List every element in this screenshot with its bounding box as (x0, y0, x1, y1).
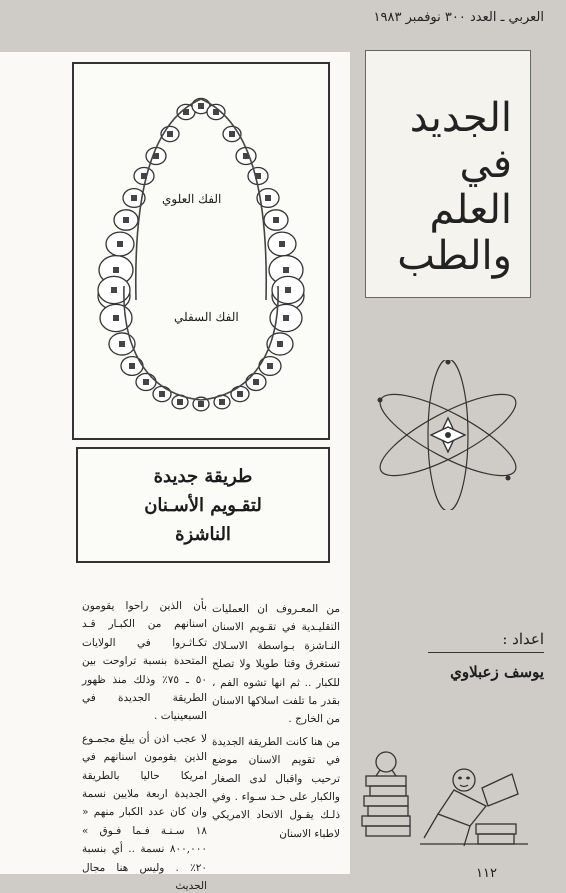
brace-bracket (219, 399, 225, 405)
byline (428, 630, 544, 681)
brace-bracket (283, 315, 289, 321)
brace-bracket (277, 341, 283, 347)
reading-figure-cartoon (360, 740, 530, 852)
brace-bracket (198, 401, 204, 407)
brace-bracket (237, 391, 243, 397)
prepared-by-label: اعداد : (502, 630, 544, 648)
brace-bracket (279, 241, 285, 247)
article-title-line-3: الناشزة (175, 523, 231, 545)
brace-bracket (283, 267, 289, 273)
brace-bracket (119, 341, 125, 347)
brace-bracket (229, 131, 235, 137)
brace-bracket (113, 267, 119, 273)
brace-bracket (123, 217, 129, 223)
article-title-box (76, 447, 330, 563)
section-title (397, 95, 512, 279)
brace-bracket (273, 217, 279, 223)
brace-bracket (198, 103, 204, 109)
byline-rule (428, 652, 544, 653)
article-column-right (212, 600, 340, 847)
brace-bracket (131, 195, 137, 201)
section-title-line: العلم (429, 187, 512, 233)
dental-arches-drawing (74, 64, 328, 438)
brace-bracket (143, 379, 149, 385)
atom-icon (368, 360, 528, 510)
brace-bracket (253, 379, 259, 385)
brace-bracket (129, 363, 135, 369)
lower-jaw-label: الفك السفلي (174, 310, 239, 324)
page-number: ١١٢ (476, 866, 497, 881)
article-title-line-1: طريقة جديدة (153, 465, 253, 487)
section-title-line: في (459, 141, 512, 187)
paragraph: من المعـروف ان العمليات التقليـدية في تقـويم الاسنان النـاشزة بـواسطة الاسـلاك تستغرق وقتا طويلا ولا تصلح للكبار .. ثم انها تشوه الفم ، بقدر ما تلفت اسلاكها الاسنان من الخارج . (212, 603, 340, 726)
brace-bracket (285, 287, 291, 293)
section-title-box (365, 50, 531, 298)
upper-jaw-label: الفك العلوي (162, 192, 222, 206)
paragraph: بأن الذين راحوا يقومون اسنانهم من الكبـار قـد تكـاثـروا في الولايات المتحدة بنسبة تراوحت بين ٥٠ ـ ٧٥٪ وذلك منذ ظهور الطريقة الجديدة في السبعينيات . (82, 600, 207, 723)
brace-bracket (117, 241, 123, 247)
brace-bracket (159, 391, 165, 397)
brace-bracket (167, 131, 173, 137)
section-title-line: الجديد (409, 95, 512, 141)
brace-bracket (267, 363, 273, 369)
article-title-line-2: لتقـويم الأسـنان (144, 494, 262, 516)
brace-bracket (177, 399, 183, 405)
paragraph: لا عجب اذن أن يبلغ مجمـوع الذين يقومون اسنانهم في امريكا حاليا بالطريقة الجديدة اربعة ملايين نسمة وان كان عدد الكبار منهم « ١٨ سـنـة فـما فـوق » ٨٠٠,٠٠٠ نسمة .. أي بنسبة ٢٠٪ . وليس هنا مجال الحديث (82, 732, 207, 893)
running-head: العربي ـ العدد ٣٠٠ نوفمبر ١٩٨٣ (373, 10, 544, 25)
brace-bracket (265, 195, 271, 201)
brace-bracket (113, 315, 119, 321)
article-column-left (82, 597, 207, 893)
section-title-line: والطب (397, 233, 512, 279)
brace-bracket (111, 287, 117, 293)
author-name: يوسف زعبلاوي (450, 663, 544, 681)
dental-arch-figure (72, 62, 330, 440)
paragraph: من هنا كانت الطريقة الجديدة في تقويم الاسنان موضع ترحيب واقبال لدى الصغار والكبار على حـد سـواء . وفي ذلـك يقـول الاتحاد الامريكي لاطباء الاسنان (212, 735, 340, 840)
